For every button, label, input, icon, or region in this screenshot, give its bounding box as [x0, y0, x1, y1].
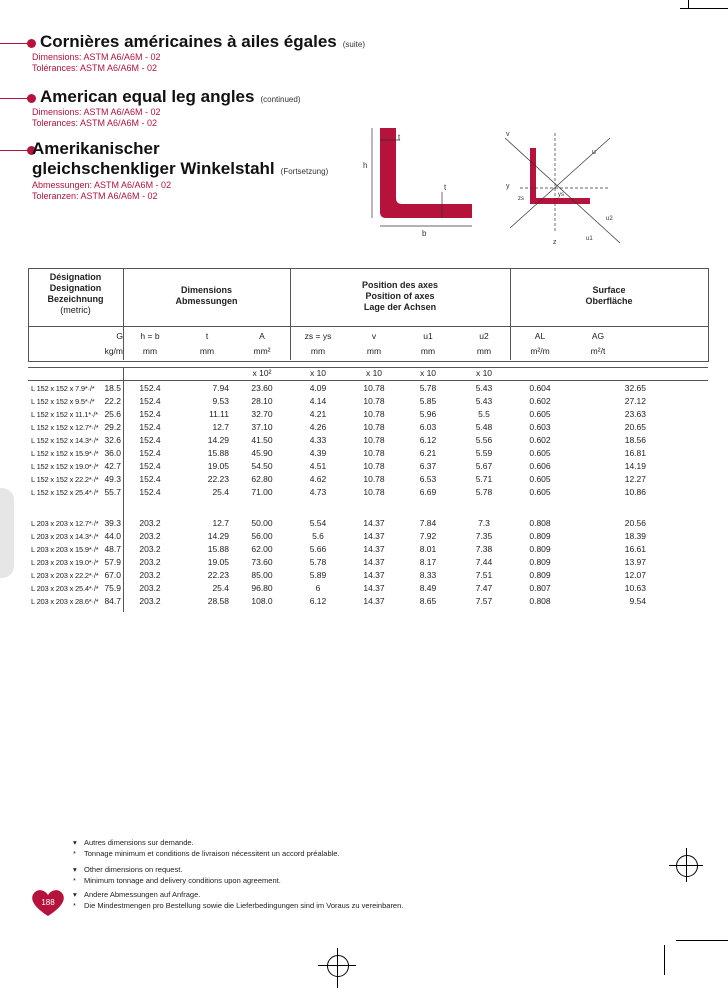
value-cell: 62.00 [251, 544, 273, 554]
mult-zs: x 10 [309, 368, 327, 378]
value-cell: 5.43 [475, 383, 493, 393]
table-row [28, 434, 708, 447]
value-cell: 23.60 [251, 383, 273, 393]
value-cell: 10.78 [363, 435, 385, 445]
value-cell: 5.89 [309, 570, 327, 580]
value-cell: 203.2 [139, 518, 161, 528]
unit-t: mm [199, 346, 215, 356]
value-cell: 6.69 [419, 487, 437, 497]
mult-u2: x 10 [475, 368, 493, 378]
value-cell: 14.37 [363, 583, 385, 593]
label-y: y [506, 183, 510, 190]
unit-u1: mm [420, 346, 436, 356]
unit-G: kg/m [104, 346, 123, 356]
value-cell: 25.6 [104, 409, 121, 419]
value-cell: 73.60 [251, 557, 273, 567]
table-row [28, 556, 708, 569]
col-AG: AG [591, 331, 605, 341]
header-dimensions: Dimensions Abmessungen [175, 285, 238, 306]
value-cell: 19.05 [207, 557, 229, 567]
label-v: v [506, 131, 510, 138]
value-cell: 152.4 [139, 422, 161, 432]
value-cell: 18.56 [624, 435, 646, 445]
value-cell: 14.37 [363, 557, 385, 567]
designation-cell: L 203 x 203 x 25.4*·/* [31, 584, 99, 593]
label-z: z [553, 239, 557, 246]
registration-cross-v2 [337, 948, 338, 988]
designation-cell: L 152 x 152 x 11.1*·/* [31, 410, 98, 419]
col-u2: u2 [479, 331, 489, 341]
label-t2: t [444, 183, 447, 192]
value-cell: 32.6 [104, 435, 121, 445]
value-cell: 5.78 [419, 383, 437, 393]
value-cell: 12.27 [624, 474, 646, 484]
value-cell: 28.58 [207, 596, 229, 606]
value-cell: 10.78 [363, 448, 385, 458]
value-cell: 9.54 [629, 596, 646, 606]
value-cell: 0.809 [529, 544, 551, 554]
mult-A: x 10² [252, 368, 272, 378]
value-cell: 6.12 [419, 435, 437, 445]
value-cell: 203.2 [139, 570, 161, 580]
table-row [28, 460, 708, 473]
col-A: A [259, 331, 265, 341]
value-cell: 7.84 [419, 518, 437, 528]
value-cell: 18.39 [624, 531, 646, 541]
table-row [28, 543, 708, 556]
value-cell: 9.53 [212, 396, 229, 406]
value-cell: 39.3 [104, 518, 121, 528]
designation-cell: L 203 x 203 x 15.9*·/* [31, 545, 99, 554]
value-cell: 152.4 [139, 383, 161, 393]
value-cell: 152.4 [139, 474, 161, 484]
value-cell: 5.85 [419, 396, 437, 406]
label-ys: ys [558, 192, 564, 198]
table-row [28, 517, 708, 530]
value-cell: 10.78 [363, 383, 385, 393]
unit-v: mm [366, 346, 382, 356]
designation-cell: L 152 x 152 x 15.9*·/* [31, 449, 99, 458]
designation-cell: L 203 x 203 x 14.3*·/* [31, 532, 99, 541]
value-cell: 6.37 [419, 461, 437, 471]
value-cell: 75.9 [104, 583, 121, 593]
bullet-dot [27, 94, 36, 103]
value-cell: 50.00 [251, 518, 273, 528]
unit-u2: mm [476, 346, 492, 356]
angle-profile-diagram [360, 118, 650, 258]
value-cell: 56.00 [251, 531, 273, 541]
value-cell: 203.2 [139, 583, 161, 593]
value-cell: 32.65 [624, 383, 646, 393]
value-cell: 10.63 [624, 583, 646, 593]
crop-mark-bottom-v [664, 945, 665, 975]
value-cell: 0.605 [529, 487, 551, 497]
bullet-line [0, 43, 28, 44]
value-cell: 108.0 [251, 596, 273, 606]
label-h: h [363, 161, 368, 170]
value-cell: 5.71 [475, 474, 493, 484]
value-cell: 0.807 [529, 583, 551, 593]
value-cell: 67.0 [104, 570, 121, 580]
unit-hb: mm [142, 346, 158, 356]
col-u1: u1 [423, 331, 433, 341]
value-cell: 5.67 [475, 461, 493, 471]
dimensions-en: Dimensions: ASTM A6/A6M - 02 [32, 107, 161, 117]
bullet-line [0, 150, 28, 151]
table-row [28, 395, 708, 408]
value-cell: 13.97 [624, 557, 646, 567]
table-row [28, 408, 708, 421]
value-cell: 37.10 [251, 422, 273, 432]
table-row [28, 582, 708, 595]
value-cell: 54.50 [251, 461, 273, 471]
crop-mark-top [688, 0, 689, 8]
designation-cell: L 152 x 152 x 12.7*·/* [31, 423, 99, 432]
footnote-mark: ▾ [73, 838, 77, 847]
value-cell: 0.808 [529, 596, 551, 606]
unit-A: mm² [253, 346, 271, 356]
value-cell: 14.37 [363, 570, 385, 580]
value-cell: 11.11 [208, 409, 229, 419]
value-cell: 25.4 [212, 583, 229, 593]
value-cell: 5.78 [309, 557, 327, 567]
value-cell: 5.66 [309, 544, 327, 554]
value-cell: 12.7 [212, 518, 229, 528]
value-cell: 20.65 [624, 422, 646, 432]
value-cell: 42.7 [104, 461, 121, 471]
footnote-text: Other dimensions on request. [84, 865, 183, 874]
value-cell: 152.4 [139, 487, 161, 497]
value-cell: 4.09 [309, 383, 327, 393]
value-cell: 71.00 [251, 487, 273, 497]
value-cell: 10.78 [363, 474, 385, 484]
value-cell: 12.07 [624, 570, 646, 580]
label-u: u [592, 149, 596, 156]
value-cell: 62.80 [251, 474, 273, 484]
value-cell: 7.47 [475, 583, 493, 593]
value-cell: 152.4 [139, 461, 161, 471]
designation-cell: L 203 x 203 x 22.2*·/* [31, 571, 99, 580]
table-row [28, 569, 708, 582]
table-row [28, 595, 708, 608]
value-cell: 15.88 [207, 448, 229, 458]
value-cell: 16.61 [624, 544, 646, 554]
unit-AL: m²/m [530, 346, 550, 356]
value-cell: 10.78 [363, 461, 385, 471]
tolerances-de: Toleranzen: ASTM A6/A6M - 02 [32, 191, 158, 201]
crop-mark-top-h [680, 8, 728, 9]
unit-AG: m²/t [590, 346, 606, 356]
value-cell: 4.21 [309, 409, 327, 419]
value-cell: 27.12 [624, 396, 646, 406]
value-cell: 8.49 [419, 583, 437, 593]
value-cell: 7.44 [475, 557, 493, 567]
registration-cross-h [669, 865, 703, 866]
label-b: b [422, 229, 427, 238]
col-zs: zs = ys [304, 331, 332, 341]
designation-cell: L 152 x 152 x 14.3*·/* [31, 436, 99, 445]
value-cell: 22.23 [207, 570, 229, 580]
unit-zs: mm [310, 346, 326, 356]
value-cell: 18.5 [104, 383, 121, 393]
value-cell: 152.4 [139, 435, 161, 445]
col-G: G [116, 331, 123, 341]
value-cell: 49.3 [104, 474, 121, 484]
value-cell: 6 [315, 583, 321, 593]
mult-u1: x 10 [419, 368, 437, 378]
value-cell: 41.50 [251, 435, 273, 445]
value-cell: 7.51 [475, 570, 493, 580]
value-cell: 15.88 [207, 544, 229, 554]
value-cell: 4.26 [309, 422, 327, 432]
value-cell: 0.602 [529, 435, 551, 445]
designation-cell: L 152 x 152 x 22.2*·/* [31, 475, 99, 484]
footnote-mark: * [73, 876, 76, 885]
value-cell: 85.00 [251, 570, 273, 580]
value-cell: 20.56 [624, 518, 646, 528]
footnote-mark: ▾ [73, 890, 77, 899]
value-cell: 152.4 [139, 396, 161, 406]
footnote-text: Die Mindestmengen pro Bestellung sowie die Lieferbedingungen sind im Voraus zu vereinbaren. [84, 901, 404, 910]
mult-v: x 10 [365, 368, 383, 378]
registration-cross-h2 [318, 965, 356, 966]
registration-mark-right [676, 855, 698, 877]
bullet-line [0, 98, 28, 99]
designation-cell: L 152 x 152 x 25.4*·/* [31, 488, 99, 497]
header-position: Position des axes Position of axes Lage der Achsen [361, 280, 439, 312]
value-cell: 4.62 [309, 474, 327, 484]
value-cell: 8.33 [419, 570, 437, 580]
value-cell: 19.05 [207, 461, 229, 471]
page-number-badge [30, 888, 66, 918]
value-cell: 5.96 [419, 409, 437, 419]
value-cell: 10.78 [363, 409, 385, 419]
mult-bottom [28, 380, 708, 381]
value-cell: 48.7 [104, 544, 121, 554]
value-cell: 45.90 [251, 448, 273, 458]
value-cell: 7.92 [419, 531, 437, 541]
side-tab [0, 488, 14, 578]
value-cell: 14.29 [207, 435, 229, 445]
value-cell: 5.78 [475, 487, 493, 497]
bullet-dot [27, 39, 36, 48]
header-divider [28, 326, 708, 327]
col-hb: h = b [140, 331, 160, 341]
footnote-text: Autres dimensions sur demande. [84, 838, 194, 847]
designation-cell: L 203 x 203 x 12.7*·/* [31, 519, 99, 528]
value-cell: 14.37 [363, 531, 385, 541]
table-row [28, 421, 708, 434]
col-divider [123, 268, 124, 360]
value-cell: 0.809 [529, 531, 551, 541]
value-cell: 14.37 [363, 544, 385, 554]
value-cell: 203.2 [139, 557, 161, 567]
value-cell: 6.12 [309, 596, 327, 606]
value-cell: 5.56 [475, 435, 493, 445]
value-cell: 5.54 [309, 518, 327, 528]
col-divider [510, 268, 511, 360]
dimensions-de: Abmessungen: ASTM A6/A6M - 02 [32, 180, 172, 190]
table-row [28, 530, 708, 543]
value-cell: 12.7 [212, 422, 229, 432]
value-cell: 7.3 [478, 518, 490, 528]
designation-cell: L 203 x 203 x 28.6*·/* [31, 597, 99, 606]
label-zs: zs [518, 196, 524, 202]
designation-cell: L 152 x 152 x 7.9*·/* [31, 384, 95, 393]
value-cell: 8.17 [419, 557, 437, 567]
value-cell: 25.4 [212, 487, 229, 497]
value-cell: 6.03 [419, 422, 437, 432]
value-cell: 22.23 [207, 474, 229, 484]
registration-mark-bottom [327, 955, 349, 977]
col-v: v [371, 331, 377, 341]
value-cell: 4.73 [309, 487, 327, 497]
designation-cell: L 203 x 203 x 19.0*·/* [31, 558, 99, 567]
col-AL: AL [534, 331, 546, 341]
value-cell: 32.70 [251, 409, 273, 419]
section-title-de-2: gleichschenkliger Winkelstahl (Fortsetzung) [32, 159, 329, 178]
value-cell: 6.53 [419, 474, 437, 484]
table-row [28, 473, 708, 486]
col-t: t [205, 331, 209, 341]
footnote-mark: ▾ [73, 865, 77, 874]
dimensions-fr: Dimensions: ASTM A6/A6M - 02 [32, 52, 161, 62]
value-cell: 96.80 [251, 583, 273, 593]
value-cell: 29.2 [104, 422, 121, 432]
value-cell: 14.37 [363, 596, 385, 606]
footnote-text: Tonnage minimum et conditions de livraison nécessitent un accord préalable. [84, 849, 340, 858]
value-cell: 0.605 [529, 474, 551, 484]
designation-cell: L 152 x 152 x 19.0*·/* [31, 462, 99, 471]
page-number: 188 [41, 898, 55, 907]
tolerances-en: Tolerances: ASTM A6/A6M - 02 [32, 118, 158, 128]
label-t: t [398, 133, 401, 142]
value-cell: 4.14 [309, 396, 327, 406]
value-cell: 14.19 [624, 461, 646, 471]
section-title-de-1: Amerikanischer [32, 139, 160, 158]
section-title-fr: Cornières américaines à ailes égales (suite) [40, 32, 365, 51]
value-cell: 203.2 [139, 544, 161, 554]
value-cell: 5.5 [478, 409, 490, 419]
value-cell: 10.78 [363, 396, 385, 406]
value-cell: 203.2 [139, 531, 161, 541]
value-cell: 0.605 [529, 409, 551, 419]
footnote-text: Minimum tonnage and delivery conditions upon agreement. [84, 876, 281, 885]
value-cell: 0.606 [529, 461, 551, 471]
value-cell: 8.01 [419, 544, 437, 554]
value-cell: 10.78 [363, 422, 385, 432]
header-surface: Surface Oberfläche [585, 285, 633, 306]
value-cell: 7.94 [212, 383, 229, 393]
tolerances-fr: Tolérances: ASTM A6/A6M - 02 [32, 63, 158, 73]
value-cell: 0.604 [529, 383, 551, 393]
header-designation: Désignation Designation Bezeichnung (metric) [47, 272, 104, 315]
label-u2: u2 [606, 216, 613, 222]
value-cell: 28.10 [251, 396, 273, 406]
value-cell: 0.603 [529, 422, 551, 432]
value-cell: 152.4 [139, 409, 161, 419]
value-cell: 7.38 [475, 544, 493, 554]
value-cell: 8.65 [419, 596, 437, 606]
label-u1: u1 [586, 236, 593, 242]
value-cell: 7.57 [475, 596, 493, 606]
footnote-text: Andere Abmessungen auf Anfrage. [84, 890, 201, 899]
value-cell: 36.0 [104, 448, 121, 458]
value-cell: 152.4 [139, 448, 161, 458]
value-cell: 10.86 [624, 487, 646, 497]
value-cell: 57.9 [104, 557, 121, 567]
value-cell: 0.602 [529, 396, 551, 406]
l-profile-shape [380, 128, 472, 218]
value-cell: 6.21 [419, 448, 437, 458]
value-cell: 23.63 [624, 409, 646, 419]
section-title-en: American equal leg angles (continued) [40, 87, 301, 106]
value-cell: 5.43 [475, 396, 493, 406]
value-cell: 44.0 [104, 531, 121, 541]
table-row [28, 486, 708, 499]
value-cell: 55.7 [104, 487, 121, 497]
value-cell: 5.48 [475, 422, 493, 432]
table-row [28, 447, 708, 460]
value-cell: 14.29 [207, 531, 229, 541]
value-cell: 14.37 [363, 518, 385, 528]
footnote-mark: * [73, 849, 76, 858]
value-cell: 4.51 [309, 461, 327, 471]
value-cell: 203.2 [139, 596, 161, 606]
value-cell: 4.39 [309, 448, 327, 458]
crop-mark-bottom [676, 940, 728, 941]
footnote-mark: * [73, 901, 76, 910]
value-cell: 16.81 [624, 448, 646, 458]
value-cell: 5.6 [312, 531, 324, 541]
value-cell: 0.809 [529, 557, 551, 567]
value-cell: 10.78 [363, 487, 385, 497]
value-cell: 22.2 [104, 396, 121, 406]
value-cell: 84.7 [104, 596, 121, 606]
value-cell: 0.605 [529, 448, 551, 458]
value-cell: 7.35 [475, 531, 493, 541]
value-cell: 0.808 [529, 518, 551, 528]
value-cell: 0.809 [529, 570, 551, 580]
value-cell: 4.33 [309, 435, 327, 445]
value-cell: 5.59 [475, 448, 493, 458]
table-row [28, 382, 708, 395]
designation-cell: L 152 x 152 x 9.5*·/* [31, 397, 95, 406]
